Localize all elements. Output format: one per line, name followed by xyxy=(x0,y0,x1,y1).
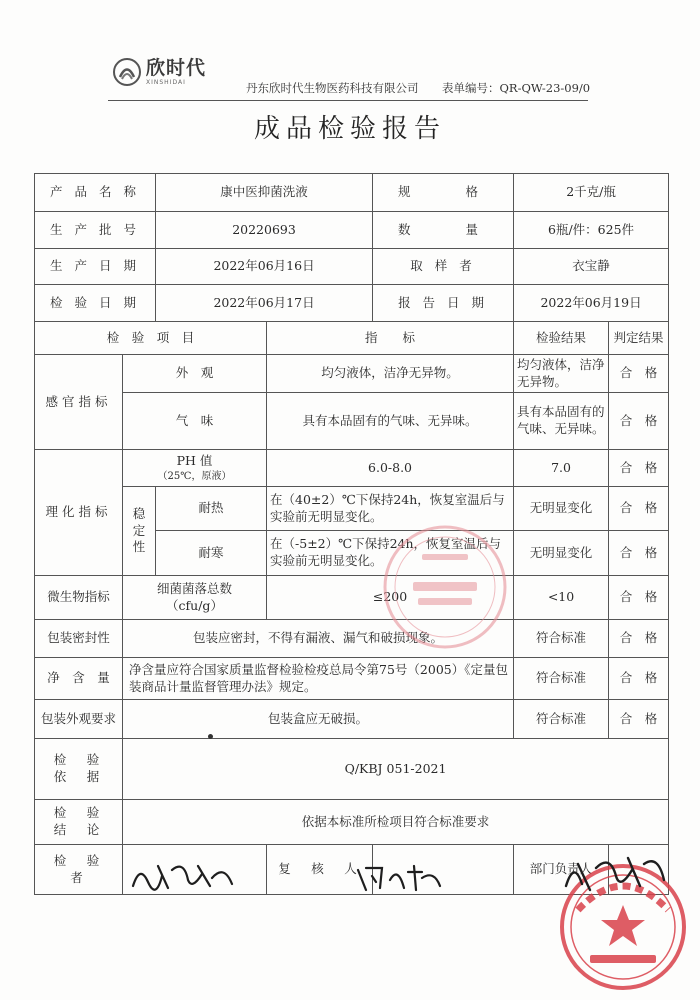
inspection-table xyxy=(34,173,669,895)
ph-verdict: 合 格 xyxy=(609,450,669,487)
quality-seal-stamp xyxy=(378,520,513,655)
department-head-label: 部门负责人 xyxy=(514,845,609,895)
report-title: 成品检验报告 xyxy=(253,114,446,144)
info-row xyxy=(35,285,669,322)
product-name-label: 产 品 名 称 xyxy=(35,174,156,212)
reviewer-label: 复 核 人 xyxy=(267,845,373,895)
quantity-label: 数 量 xyxy=(373,212,514,249)
appearance-item: 外 观 xyxy=(123,355,267,393)
company-logo xyxy=(112,57,206,87)
header-result: 检验结果 xyxy=(514,322,609,355)
odor-result: 具有本品固有的气味、无异味。 xyxy=(514,393,609,450)
ph-note: （25℃，原液） xyxy=(157,470,232,482)
table-row xyxy=(35,620,669,658)
header-divider xyxy=(108,100,588,101)
cold-item: 耐寒 xyxy=(156,531,267,576)
bacteria-unit: （cfu/g） xyxy=(166,597,223,613)
company-name: 丹东欣时代生物医药科技有限公司 xyxy=(246,81,419,95)
table-row xyxy=(35,658,669,700)
column-header-row xyxy=(35,322,669,355)
cold-verdict: 合 格 xyxy=(609,531,669,576)
odor-item: 气 味 xyxy=(123,393,267,450)
cold-standard: 在（-5±2）℃下保持24h，恢复室温后与实验前无明显变化。 xyxy=(267,531,514,576)
header-verdict: 判定结果 xyxy=(609,322,669,355)
spec-label: 规 格 xyxy=(373,174,514,212)
heat-item: 耐热 xyxy=(156,487,267,531)
bacteria-standard: ≤200 xyxy=(267,576,514,620)
report-date-value: 2022年06月19日 xyxy=(514,285,669,322)
packaging-look-standard: 包装盒应无破损。 xyxy=(123,700,514,739)
sensory-category: 感官指标 xyxy=(35,355,123,450)
table-row xyxy=(35,700,669,739)
net-content-standard: 净含量应符合国家质量监督检验检疫总局令第75号（2005）《定量包装商品计量监督管理办法》规定。 xyxy=(123,658,514,700)
seal-verdict: 合 格 xyxy=(609,620,669,658)
bacteria-result: <10 xyxy=(514,576,609,620)
table-row xyxy=(35,739,669,800)
logo-name-en: XINSHIDAI xyxy=(146,78,186,86)
seal-result: 符合标准 xyxy=(514,620,609,658)
stability-label: 稳定性 xyxy=(132,505,146,555)
spec-value: 2千克/瓶 xyxy=(514,174,669,212)
logo-mark-icon xyxy=(112,57,142,87)
appearance-result: 均匀液体，洁净无异物。 xyxy=(514,355,609,393)
table-row xyxy=(35,800,669,845)
product-name-value: 康中医抑菌洗液 xyxy=(156,174,373,212)
sampler-value: 衣宝静 xyxy=(514,249,669,285)
ph-label: PH 值 xyxy=(176,452,213,468)
appearance-verdict: 合 格 xyxy=(609,355,669,393)
net-content-result: 符合标准 xyxy=(514,658,609,700)
form-number: 表单编号：QR-QW-23-09/0 xyxy=(442,81,591,95)
net-content-verdict: 合 格 xyxy=(609,658,669,700)
heat-result: 无明显变化 xyxy=(514,487,609,531)
sampler-label: 取 样 者 xyxy=(373,249,514,285)
logo-name: 欣时代 xyxy=(146,56,207,79)
table-row xyxy=(35,355,669,393)
physchem-category: 理化指标 xyxy=(35,450,123,576)
info-row xyxy=(35,212,669,249)
basis-label: 检 验 依 据 xyxy=(35,739,123,800)
heat-standard: 在（40±2）℃下保持24h，恢复室温后与实验前无明显变化。 xyxy=(267,487,514,531)
conclusion-label: 检 验 结 论 xyxy=(35,800,123,845)
ph-standard: 6.0-8.0 xyxy=(267,450,514,487)
odor-verdict: 合 格 xyxy=(609,393,669,450)
micro-category: 微生物指标 xyxy=(35,576,123,620)
production-date-value: 2022年06月16日 xyxy=(156,249,373,285)
conclusion-value: 依据本标准所检项目符合标准要求 xyxy=(123,800,669,845)
report-date-label: 报 告 日 期 xyxy=(373,285,514,322)
basis-value: Q/KBJ 051-2021 xyxy=(123,739,669,800)
batch-label: 生 产 批 号 xyxy=(35,212,156,249)
packaging-look-result: 符合标准 xyxy=(514,700,609,739)
header-index: 指 标 xyxy=(267,322,514,355)
bacteria-verdict: 合 格 xyxy=(609,576,669,620)
ph-item xyxy=(123,450,267,487)
info-row xyxy=(35,249,669,285)
info-row xyxy=(35,174,669,212)
odor-standard: 具有本品固有的气味、无异味。 xyxy=(267,393,514,450)
table-row xyxy=(35,487,669,531)
test-date-label: 检 验 日 期 xyxy=(35,285,156,322)
inspector-signature xyxy=(128,856,238,896)
appearance-standard: 均匀液体，洁净无异物。 xyxy=(267,355,514,393)
table-row xyxy=(35,393,669,450)
department-head-signature xyxy=(560,850,670,900)
bacteria-label: 细菌菌落总数 xyxy=(157,580,233,596)
packaging-look-category: 包装外观要求 xyxy=(35,700,123,739)
seal-category: 包装密封性 xyxy=(35,620,123,658)
packaging-look-verdict: 合 格 xyxy=(609,700,669,739)
batch-value: 20220693 xyxy=(156,212,373,249)
test-date-value: 2022年06月17日 xyxy=(156,285,373,322)
cold-result: 无明显变化 xyxy=(514,531,609,576)
quantity-value: 6瓶/件：625件 xyxy=(514,212,669,249)
table-row xyxy=(35,576,669,620)
reviewer-signature xyxy=(352,860,447,896)
production-date-label: 生 产 日 期 xyxy=(35,249,156,285)
bacteria-item xyxy=(123,576,267,620)
ph-result: 7.0 xyxy=(514,450,609,487)
table-row xyxy=(35,450,669,487)
header-item: 检 验 项 目 xyxy=(35,322,267,355)
stability-item xyxy=(123,487,156,576)
net-content-category: 净 含 量 xyxy=(35,658,123,700)
heat-verdict: 合 格 xyxy=(609,487,669,531)
inspector-label: 检 验 者 xyxy=(35,845,123,895)
seal-standard: 包装应密封，不得有漏液、漏气和破损现象。 xyxy=(123,620,514,658)
